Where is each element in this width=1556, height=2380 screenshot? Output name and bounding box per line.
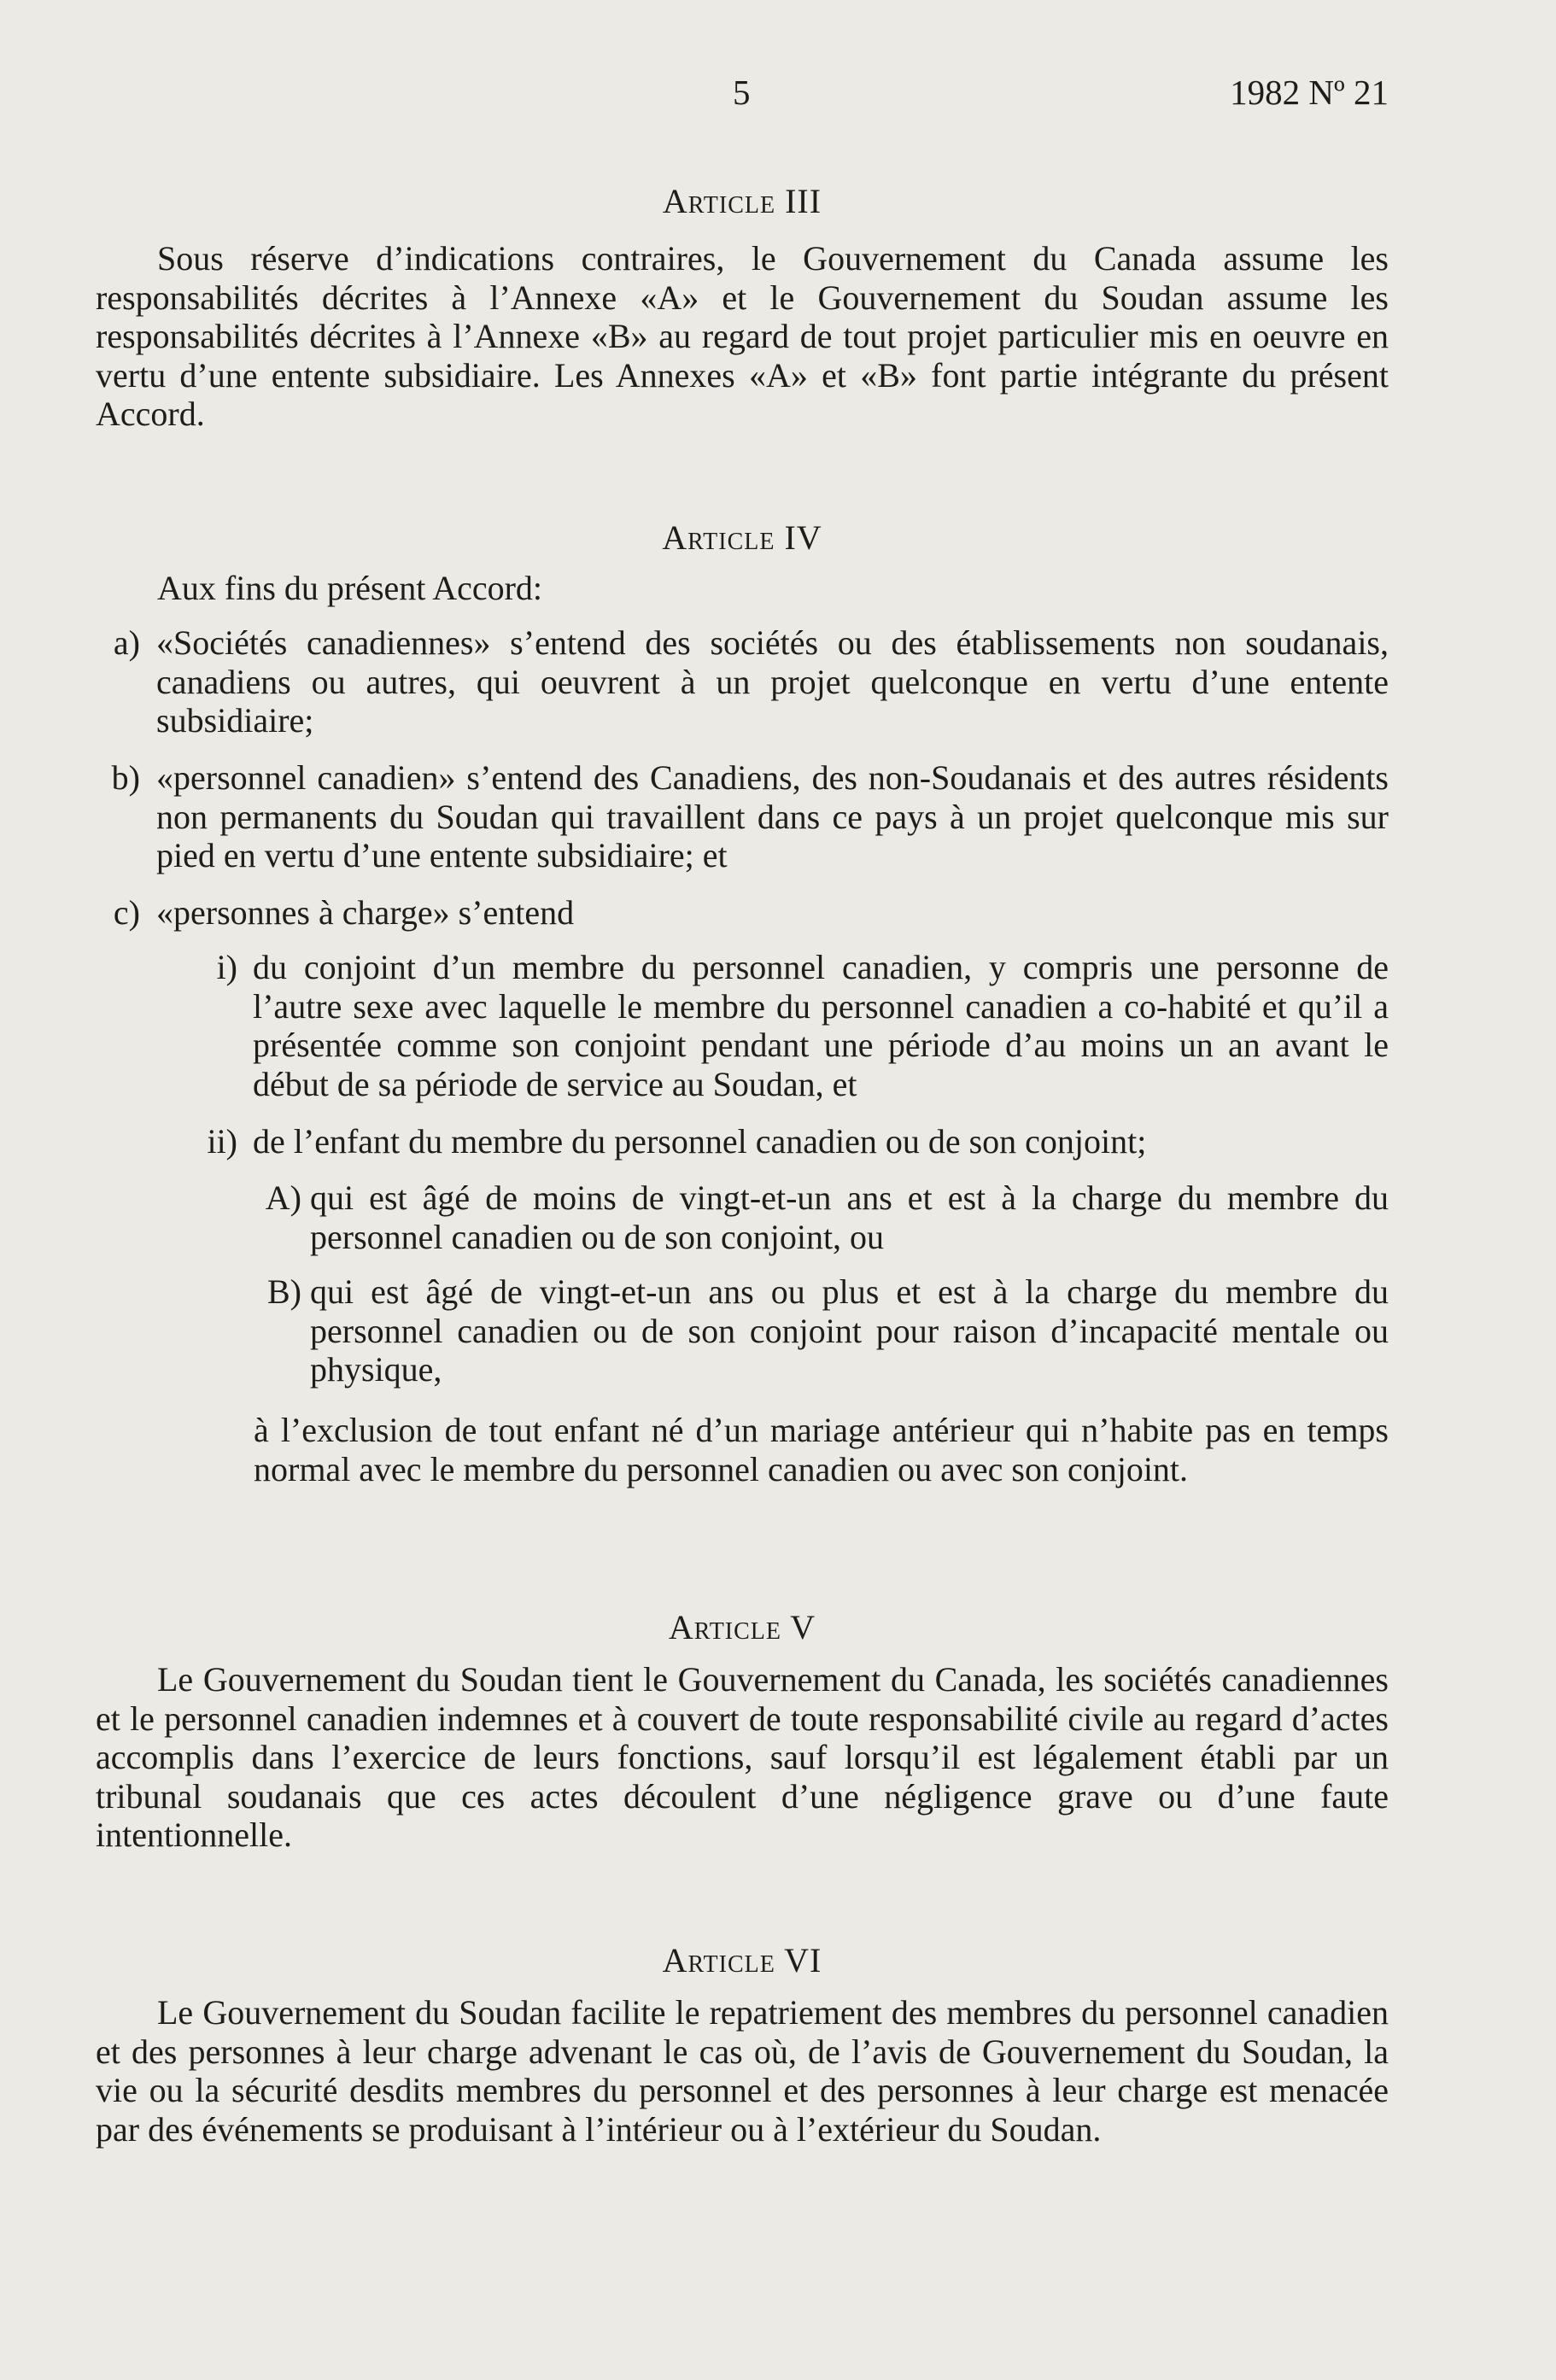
item-c-i-text: du conjoint d’un membre du personnel canadien, y compris une personne de l’autre sexe avec laquelle le membre du personnel canadien a co-habité et qu’il a présentée comme son conjoint pendant une période d’au moins un an avant le début de sa période de service au Soudan, et — [253, 948, 1389, 1103]
item-a-marker: a) — [113, 623, 140, 662]
article-6-heading: Article VI — [662, 1941, 822, 1979]
item-a-text: «Sociétés canadiennes» s’entend des sociétés ou des établissements non soudanais, canadiens ou autres, qui oeuvrent à un projet quelconque en vertu d’une entente subsidiaire; — [156, 623, 1389, 740]
item-A-text: qui est âgé de moins de vingt-et-un ans et est à la charge du membre du personnel canadien ou de son conjoint, ou — [310, 1178, 1389, 1256]
item-c-text: «personnes à charge» s’entend — [156, 893, 575, 932]
item-c-ii-marker: ii) — [207, 1122, 237, 1161]
page-header — [0, 72, 1556, 123]
article-5-heading: Article V — [668, 1608, 816, 1646]
article-3-heading: Article III — [662, 182, 822, 220]
article-4-item-c-ii — [207, 1122, 1389, 1161]
article-4-item-a — [113, 623, 1389, 740]
article-4-item-B — [267, 1272, 1389, 1389]
item-A-marker: A) — [265, 1178, 301, 1217]
article-3-paragraph: Sous réserve d’indications contraires, le Gouvernement du Canada assume les responsabilités décrites à l’Annexe «A» et le Gouvernement du Soudan assume les responsabilités décrites à l’Annexe «B» au regard de tout projet particulier mis en oeuvre en vertu d’une entente subsidiaire. Les Annexes «A» et «B» font partie intégrante du présent Accord. — [96, 239, 1389, 433]
item-B-marker: B) — [267, 1272, 301, 1311]
article-5-paragraph: Le Gouvernement du Soudan tient le Gouvernement du Canada, les sociétés canadiennes et le personnel canadien indemnes et à couvert de toute responsabilité civile au regard d’actes accomplis dans l’exercice de leurs fonctions, sauf lorsqu’il est légalement établi par un tribunal soudanais que ces actes découlent d’une négligence grave ou d’une faute intentionnelle. — [96, 1660, 1389, 1854]
article-4-item-A — [265, 1178, 1389, 1256]
item-b-text: «personnel canadien» s’entend des Canadiens, des non-Soudanais et des autres résidents non permanents du Soudan qui travaillent dans ce pays à un projet quelconque mis sur pied en vertu d’une entente subsidiaire; et — [156, 758, 1389, 874]
item-B-text: qui est âgé de vingt-et-un ans ou plus et est à la charge du membre du personnel canadien ou de son conjoint pour raison d’incapacité mentale ou physique, — [310, 1272, 1389, 1389]
item-c-ii-text: de l’enfant du membre du personnel canadien ou de son conjoint; — [253, 1122, 1147, 1161]
item-c-i-marker: i) — [216, 948, 237, 986]
article-4-exclusion: à l’exclusion de tout enfant né d’un mariage antérieur qui n’habite pas en temps normal avec le membre du personnel canadien ou avec son conjoint. — [254, 1411, 1389, 1488]
article-4-heading: Article IV — [662, 518, 822, 557]
item-c-marker: c) — [113, 893, 140, 932]
item-b-marker: b) — [111, 758, 140, 797]
article-4-item-b — [111, 758, 1389, 875]
page-number: 5 — [733, 73, 751, 112]
article-4-item-c-i — [216, 948, 1389, 1103]
article-6-paragraph: Le Gouvernement du Soudan facilite le repatriement des membres du personnel canadien et des personnes à leur charge advenant le cas où, de l’avis de Gouvernement du Soudan, la vie ou la sécurité desdits membres du personnel et des personnes à leur charge est menacée par des événements se produisant à l’intérieur ou à l’extérieur du Soudan. — [96, 1993, 1389, 2149]
article-4-item-c — [113, 893, 1389, 933]
series-number: 1982 Nº 21 — [1230, 73, 1389, 112]
article-4-intro: Aux fins du présent Accord: — [157, 569, 543, 607]
